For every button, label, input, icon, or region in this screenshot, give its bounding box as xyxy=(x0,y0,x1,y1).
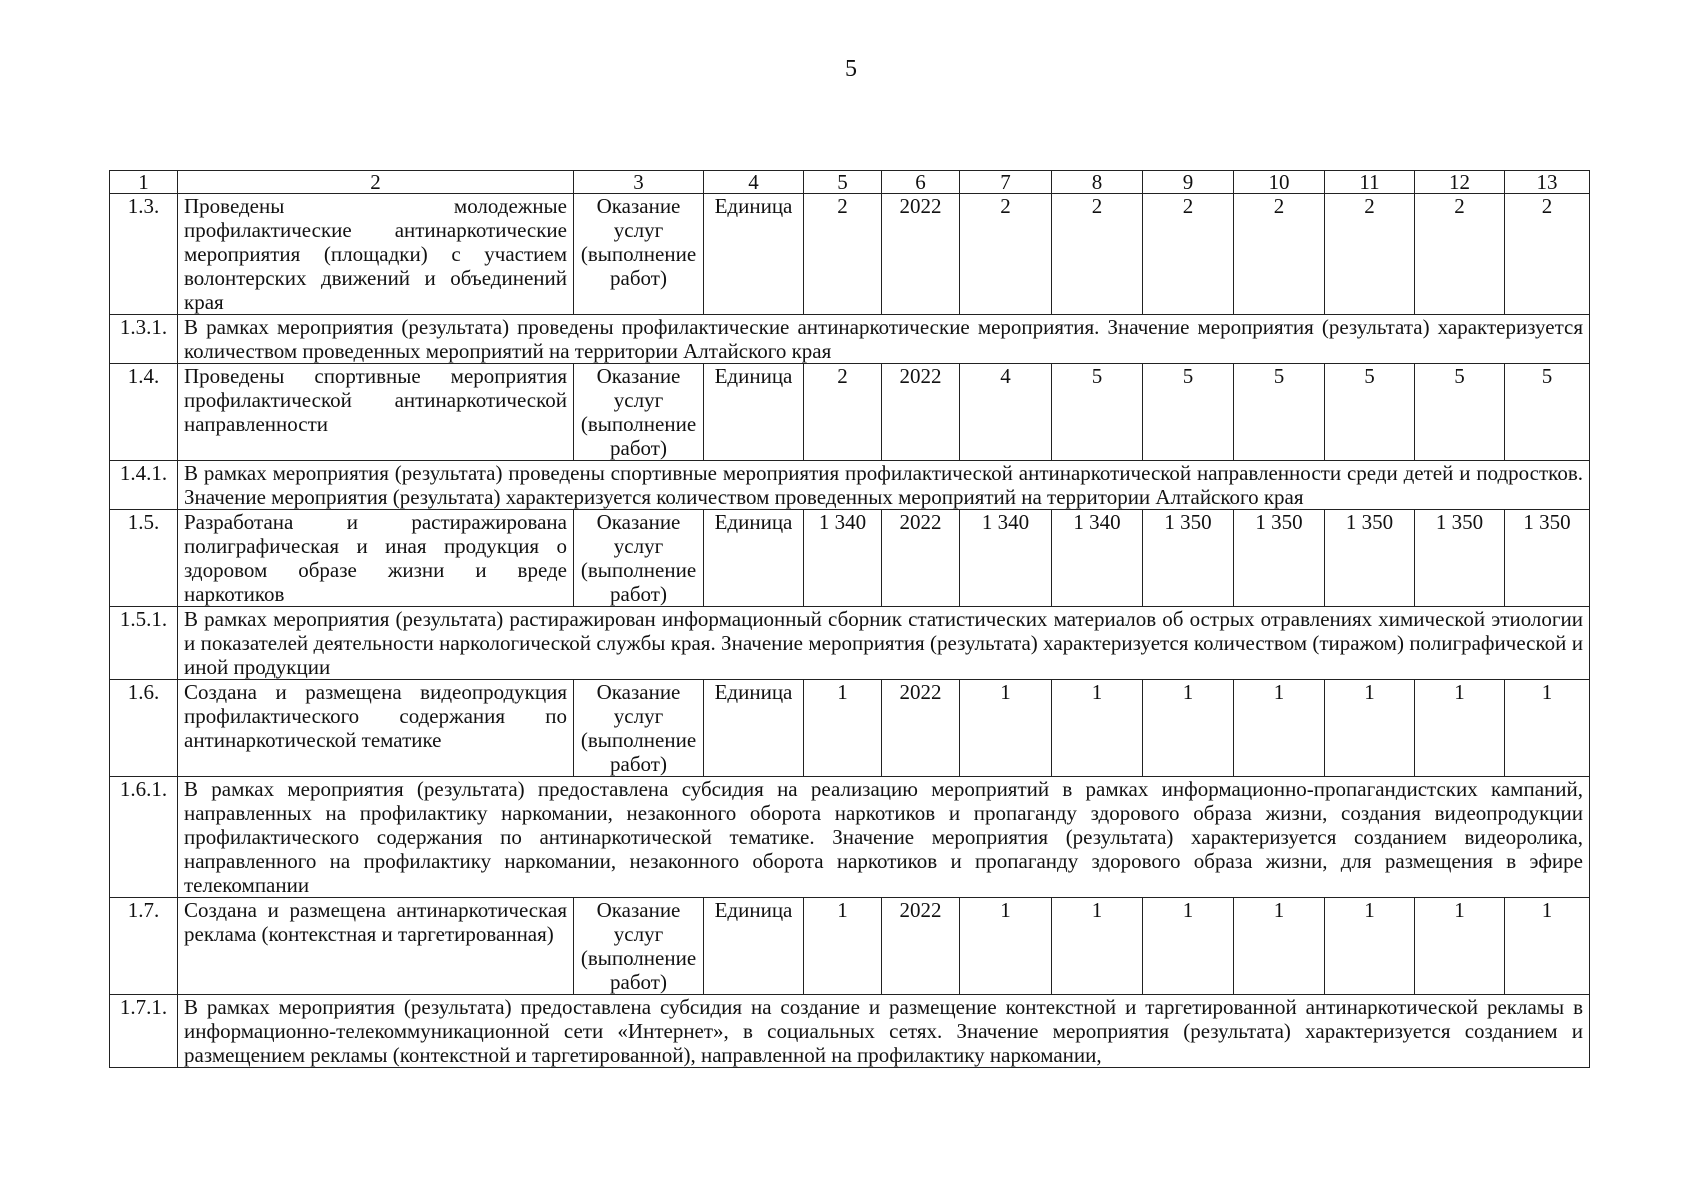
value-cell: 1 xyxy=(1052,680,1143,777)
header-cell: 4 xyxy=(704,171,804,194)
value-cell: 1 xyxy=(1234,680,1325,777)
base-value: 1 xyxy=(804,680,882,777)
measure-unit: Единица xyxy=(704,510,804,607)
value-cell: 1 xyxy=(1052,898,1143,995)
header-cell: 3 xyxy=(574,171,704,194)
value-cell: 1 350 xyxy=(1415,510,1505,607)
measure-name: Создана и размещена видеопродукция профилактического содержания по антинаркотической тематике xyxy=(178,680,574,777)
value-cell: 1 340 xyxy=(1052,510,1143,607)
table-row xyxy=(110,680,1590,777)
base-value: 1 xyxy=(804,898,882,995)
header-cell: 1 xyxy=(110,171,178,194)
base-year: 2022 xyxy=(882,898,960,995)
header-cell: 13 xyxy=(1505,171,1590,194)
row-number: 1.4. xyxy=(110,364,178,461)
header-cell: 10 xyxy=(1234,171,1325,194)
table-row xyxy=(110,607,1590,680)
value-cell: 2 xyxy=(1505,194,1590,315)
value-cell: 5 xyxy=(1505,364,1590,461)
value-cell: 5 xyxy=(1415,364,1505,461)
value-cell: 1 xyxy=(1415,898,1505,995)
table-row xyxy=(110,364,1590,461)
base-year: 2022 xyxy=(882,364,960,461)
measure-name: Разработана и растиражирована полиграфическая и иная продукция о здоровом образе жизни и вреде наркотиков xyxy=(178,510,574,607)
row-description: В рамках мероприятия (результата) предоставлена субсидия на реализацию мероприятий в рамках информационно-пропагандистских кампаний, направленных на профилактику наркомании, незаконного оборота наркотиков и пропаганду здорового образа жизни, создания видеопродукции профилактического содержания по антинаркотической тематике. Значение мероприятия (результата) характеризуется созданием видеоролика, направленного на профилактику наркомании, незаконного оборота наркотиков и пропаганду здорового образа жизни, для размещения в эфире телекомпании xyxy=(178,777,1590,898)
value-cell: 1 xyxy=(960,680,1052,777)
base-value: 2 xyxy=(804,364,882,461)
table-row xyxy=(110,510,1590,607)
measure-type: Оказание услуг (выполнение работ) xyxy=(574,364,704,461)
measure-type: Оказание услуг (выполнение работ) xyxy=(574,898,704,995)
table-row xyxy=(110,315,1590,364)
measure-name: Создана и размещена антинаркотическая реклама (контекстная и таргетированная) xyxy=(178,898,574,995)
table-row xyxy=(110,461,1590,510)
value-cell: 5 xyxy=(1234,364,1325,461)
row-number: 1.3. xyxy=(110,194,178,315)
value-cell: 4 xyxy=(960,364,1052,461)
table-row xyxy=(110,995,1590,1068)
row-number: 1.6.1. xyxy=(110,777,178,898)
value-cell: 1 xyxy=(960,898,1052,995)
value-cell: 1 350 xyxy=(1234,510,1325,607)
row-number: 1.3.1. xyxy=(110,315,178,364)
value-cell: 5 xyxy=(1325,364,1415,461)
value-cell: 1 xyxy=(1325,898,1415,995)
header-row xyxy=(110,171,1590,194)
value-cell: 1 xyxy=(1143,680,1234,777)
base-year: 2022 xyxy=(882,194,960,315)
header-cell: 12 xyxy=(1415,171,1505,194)
value-cell: 1 xyxy=(1415,680,1505,777)
row-description: В рамках мероприятия (результата) растиражирован информационный сборник статистических материалов об острых отравлениях химической этиологии и показателей деятельности наркологической службы края. Значение мероприятия (результата) характеризуется количеством (тиражом) полиграфической и иной продукции xyxy=(178,607,1590,680)
value-cell: 1 350 xyxy=(1143,510,1234,607)
row-number: 1.5.1. xyxy=(110,607,178,680)
value-cell: 2 xyxy=(960,194,1052,315)
measure-unit: Единица xyxy=(704,194,804,315)
header-cell: 2 xyxy=(178,171,574,194)
value-cell: 2 xyxy=(1415,194,1505,315)
base-year: 2022 xyxy=(882,510,960,607)
header-cell: 9 xyxy=(1143,171,1234,194)
value-cell: 2 xyxy=(1052,194,1143,315)
table-row xyxy=(110,194,1590,315)
value-cell: 1 xyxy=(1143,898,1234,995)
row-description: В рамках мероприятия (результата) проведены спортивные мероприятия профилактической антинаркотической направленности среди детей и подростков. Значение мероприятия (результата) характеризуется количеством проведенных мероприятий на территории Алтайского края xyxy=(178,461,1590,510)
base-value: 1 340 xyxy=(804,510,882,607)
header-cell: 8 xyxy=(1052,171,1143,194)
measure-unit: Единица xyxy=(704,364,804,461)
page-number: 5 xyxy=(845,56,857,82)
value-cell: 1 xyxy=(1505,898,1590,995)
header-cell: 11 xyxy=(1325,171,1415,194)
value-cell: 2 xyxy=(1325,194,1415,315)
row-number: 1.6. xyxy=(110,680,178,777)
table-row xyxy=(110,777,1590,898)
row-description: В рамках мероприятия (результата) проведены профилактические антинаркотические мероприятия. Значение мероприятия (результата) характеризуется количеством проведенных мероприятий на территории Алтайского края xyxy=(178,315,1590,364)
table-row xyxy=(110,898,1590,995)
row-number: 1.4.1. xyxy=(110,461,178,510)
measure-type: Оказание услуг (выполнение работ) xyxy=(574,510,704,607)
row-number: 1.7.1. xyxy=(110,995,178,1068)
value-cell: 1 xyxy=(1234,898,1325,995)
row-description: В рамках мероприятия (результата) предоставлена субсидия на создание и размещение контекстной и таргетированной антинаркотической рекламы в информационно-телекоммуникационной сети «Интернет», в социальных сетях. Значение мероприятия (результата) характеризуется созданием и размещением рекламы (контекстной и таргетированной), направленной на профилактику наркомании, xyxy=(178,995,1590,1068)
base-value: 2 xyxy=(804,194,882,315)
header-cell: 6 xyxy=(882,171,960,194)
base-year: 2022 xyxy=(882,680,960,777)
row-number: 1.5. xyxy=(110,510,178,607)
value-cell: 1 350 xyxy=(1325,510,1415,607)
indicators-table xyxy=(109,170,1590,1068)
measure-type: Оказание услуг (выполнение работ) xyxy=(574,680,704,777)
value-cell: 5 xyxy=(1052,364,1143,461)
value-cell: 1 xyxy=(1505,680,1590,777)
measure-type: Оказание услуг (выполнение работ) xyxy=(574,194,704,315)
value-cell: 5 xyxy=(1143,364,1234,461)
value-cell: 2 xyxy=(1234,194,1325,315)
value-cell: 2 xyxy=(1143,194,1234,315)
row-number: 1.7. xyxy=(110,898,178,995)
measure-unit: Единица xyxy=(704,680,804,777)
value-cell: 1 xyxy=(1325,680,1415,777)
header-cell: 7 xyxy=(960,171,1052,194)
measure-name: Проведены спортивные мероприятия профилактической антинаркотической направленности xyxy=(178,364,574,461)
header-cell: 5 xyxy=(804,171,882,194)
value-cell: 1 340 xyxy=(960,510,1052,607)
measure-name: Проведены молодежные профилактические антинаркотические мероприятия (площадки) с участием волонтерских движений и объединений края xyxy=(178,194,574,315)
measure-unit: Единица xyxy=(704,898,804,995)
value-cell: 1 350 xyxy=(1505,510,1590,607)
